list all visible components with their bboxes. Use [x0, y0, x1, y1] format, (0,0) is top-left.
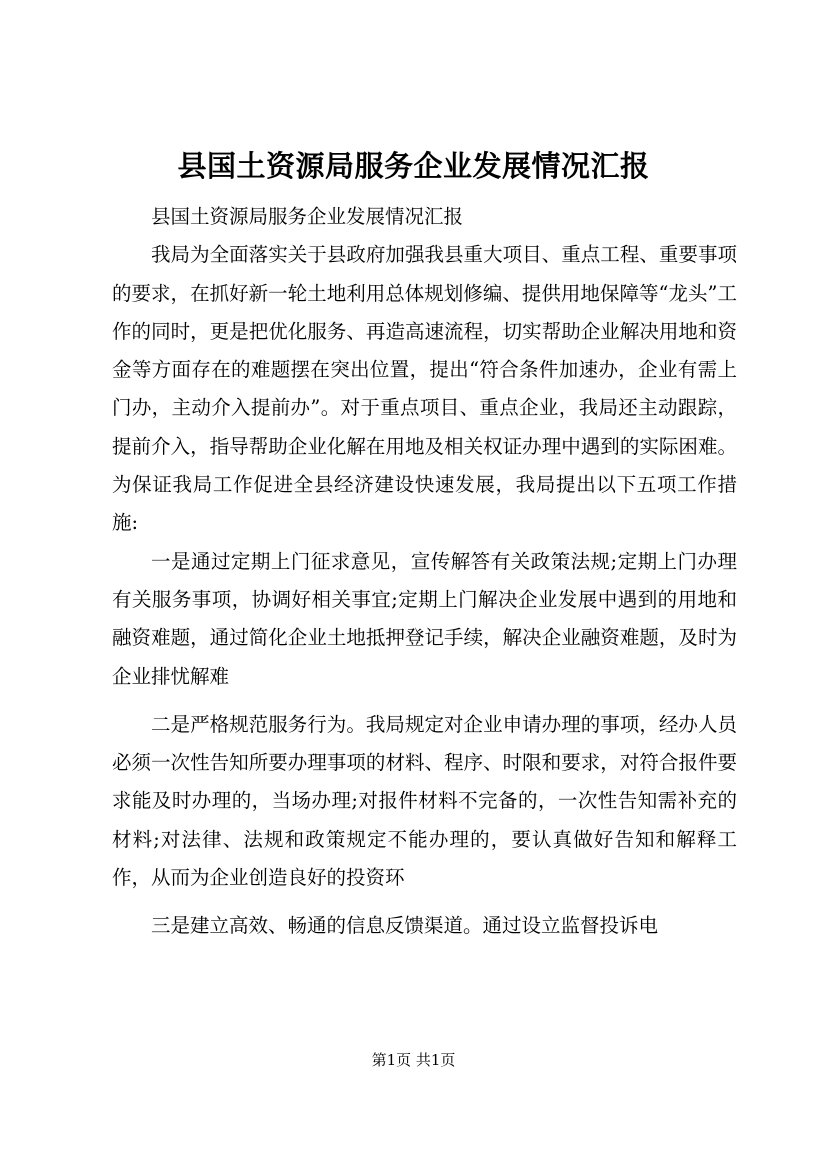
paragraph-measure-one: 一是通过定期上门征求意见，宣传解答有关政策法规;定期上门办理有关服务事项，协调好相关事宜;定期上门解决企业发展中遇到的用地和融资难题，通过简化企业土地抵押登记手续，解决企业融资难题，及时为企业排忧解难 [112, 549, 737, 688]
paragraph-intro: 我局为全面落实关于县政府加强我县重大项目、重点工程、重要事项的要求，在抓好新一轮土地利用总体规划修编、提供用地保障等“龙头”工作的同时，更是把优化服务、再造高速流程，切实帮助企业解决用地和资金等方面存在的难题摆在突出位置，提出“符合条件加速办，企业有需上门办，主动介入提前办”。对于重点项目、重点企业，我局还主动跟踪，提前介入，指导帮助企业化解在用地及相关权证办理中遇到的实际困难。为保证我局工作促进全县经济建设快速发展，我局提出以下五项工作措施: [112, 243, 737, 535]
paragraph-subtitle: 县国土资源局服务企业发展情况汇报 [151, 205, 464, 228]
document-title: 县国土资源局服务企业发展情况汇报 [177, 149, 650, 183]
paragraph-measure-three: 三是建立高效、畅通的信息反馈渠道。通过设立监督投诉电 [151, 914, 659, 938]
page-footer: 第1页 共1页 [371, 1051, 456, 1069]
document-body [112, 198, 737, 946]
paragraph-measure-two: 二是严格规范服务行为。我局规定对企业申请办理的事项，经办人员必须一次性告知所要办理事项的材料、程序、时限和要求，对符合报件要求能及时办理的，当场办理;对报件材料不完备的，一次性告知需补充的材料;对法律、法规和政策规定不能办理的，要认真做好告知和解释工作，从而为企业创造良好的投资环 [112, 712, 737, 890]
